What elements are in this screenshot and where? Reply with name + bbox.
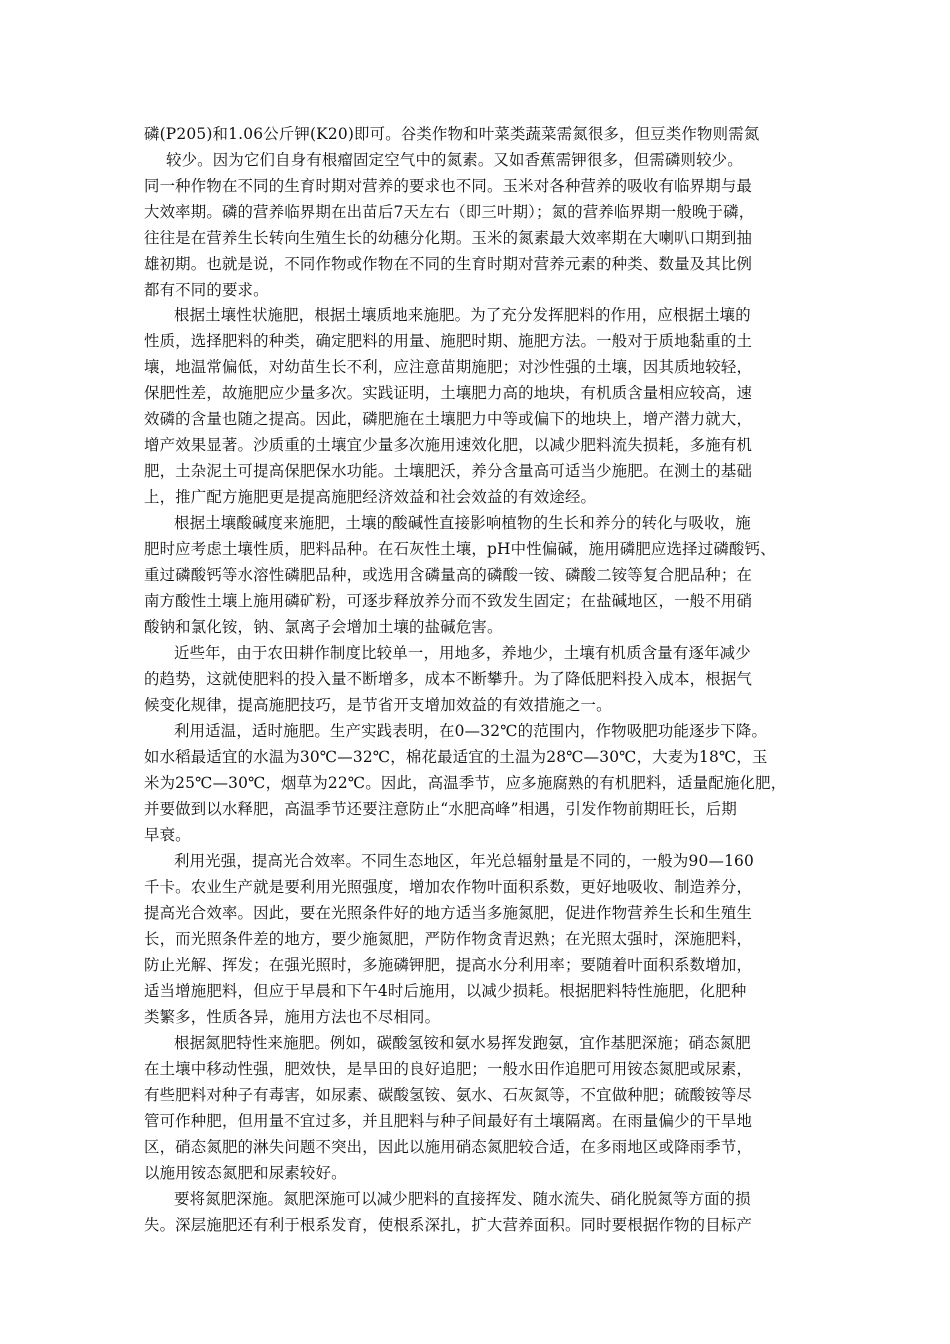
text-line: 雄初期。也就是说，不同作物或作物在不同的生育时期对营养元素的种类、数量及其比例	[144, 255, 753, 273]
text-line: 防止光解、挥发；在强光照时，多施磷钾肥，提高水分利用率；要随着叶面积系数增加，	[144, 956, 753, 974]
text-line: 根据土壤性状施肥，根据土壤质地来施肥。为了充分发挥肥料的作用，应根据土壤的	[174, 306, 751, 324]
text-line: 磷(P205)和1.06公斤钾(K20)即可。谷类作物和叶菜类蔬菜需氮很多，但豆类作物则需氮	[144, 125, 760, 143]
text-line: 并要做到以水释肥，高温季节还要注意防止“水肥高峰”相遇，引发作物前期旺长，后期	[144, 800, 737, 818]
text-line: 酸钠和氯化铵，钠、氯离子会增加土壤的盐碱危害。	[144, 618, 503, 636]
text-line: 同一种作物在不同的生育时期对营养的要求也不同。玉米对各种营养的吸收有临界期与最	[144, 177, 753, 195]
text-line: 类繁多，性质各异，施用方法也不尽相同。	[144, 1008, 441, 1026]
text-line: 以施用铵态氮肥和尿素较好。	[144, 1164, 347, 1182]
text-line: 较少。因为它们自身有根瘤固定空气中的氮素。又如香蕉需钾很多，但需磷则较少。	[166, 151, 743, 169]
text-line: 利用光强，提高光合效率。不同生态地区，年光总辐射量是不同的，一般为90—160	[174, 852, 755, 870]
text-line: 提高光合效率。因此，要在光照条件好的地方适当多施氮肥，促进作物营养生长和生殖生	[144, 904, 753, 922]
text-line: 都有不同的要求。	[144, 281, 269, 299]
text-line: 在土壤中移动性强，肥效快，是旱田的良好追肥；一般水田作追肥可用铵态氮肥或尿素，	[144, 1060, 753, 1078]
text-line: 要将氮肥深施。氮肥深施可以减少肥料的直接挥发、随水流失、硝化脱氮等方面的损	[174, 1190, 751, 1208]
text-line: 根据氮肥特性来施肥。例如，碳酸氢铵和氨水易挥发跑氨，宜作基肥深施；硝态氮肥	[174, 1034, 751, 1052]
text-line: 增产效果显著。沙质重的土壤宜少量多次施用速效化肥，以减少肥料流失损耗，多施有机	[144, 436, 753, 454]
text-line: 效磷的含量也随之提高。因此，磷肥施在土壤肥力中等或偏下的地块上，增产潜力就大，	[144, 410, 753, 428]
text-line: 近些年，由于农田耕作制度比较单一，用地多，养地少，土壤有机质含量有逐年减少	[174, 644, 751, 662]
text-line: 失。深层施肥还有利于根系发育，使根系深扎，扩大营养面积。同时要根据作物的目标产	[144, 1216, 753, 1234]
text-line: 大效率期。磷的营养临界期在出苗后7天左右（即三叶期）；氮的营养临界期一般晚于磷，	[144, 203, 755, 221]
text-line: 米为25℃—30℃，烟草为22℃。因此，高温季节，应多施腐熟的有机肥料，适量配施化肥，	[144, 774, 787, 792]
text-line: 根据土壤酸碱度来施肥，土壤的酸碱性直接影响植物的生长和养分的转化与吸收，施	[174, 514, 751, 532]
text-line: 区，硝态氮肥的淋失问题不突出，因此以施用硝态氮肥较合适，在多雨地区或降雨季节，	[144, 1138, 753, 1156]
text-line: 南方酸性土壤上施用磷矿粉，可逐步释放养分而不致发生固定；在盐碱地区，一般不用硝	[144, 592, 753, 610]
text-line: 长，而光照条件差的地方，要少施氮肥，严防作物贪青迟熟；在光照太强时，深施肥料，	[144, 930, 753, 948]
text-line: 上，推广配方施肥更是提高施肥经济效益和社会效益的有效途经。	[144, 488, 597, 506]
text-line: 性质，选择肥料的种类，确定肥料的用量、施肥时期、施肥方法。一般对于质地黏重的土	[144, 332, 753, 350]
text-line: 适当增施肥料，但应于早晨和下午4时后施用，以减少损耗。根据肥料特性施肥，化肥种	[144, 982, 747, 1000]
text-line: 重过磷酸钙等水溶性磷肥品种，或选用含磷量高的磷酸一铵、磷酸二铵等复合肥品种；在	[144, 566, 753, 584]
text-line: 利用适温，适时施肥。生产实践表明，在0—32℃的范围内，作物吸肥功能逐步下降。	[174, 722, 768, 740]
text-line: 有些肥料对种子有毒害，如尿素、碳酸氢铵、氨水、石灰氮等，不宜做种肥；硫酸铵等尽	[144, 1086, 753, 1104]
text-line: 如水稻最适宜的水温为30℃—32℃，棉花最适宜的土温为28℃—30℃，大麦为18℃，玉	[144, 748, 768, 766]
text-line: 管可作种肥，但用量不宜过多，并且肥料与种子间最好有土壤隔离。在雨量偏少的干旱地	[144, 1112, 753, 1130]
text-line: 往往是在营养生长转向生殖生长的幼穗分化期。玉米的氮素最大效率期在大喇叭口期到抽	[144, 229, 753, 247]
text-line: 保肥性差，故施肥应少量多次。实践证明，土壤肥力高的地块，有机质含量相应较高，速	[144, 384, 753, 402]
text-line: 候变化规律，提高施肥技巧，是节省开支增加效益的有效措施之一。	[144, 696, 612, 714]
text-line: 千卡。农业生产就是要利用光照强度，增加农作物叶面积系数，更好地吸收、制造养分，	[144, 878, 753, 896]
text-line: 的趋势，这就使肥料的投入量不断增多，成本不断攀升。为了降低肥料投入成本，根据气	[144, 670, 753, 688]
text-line: 肥时应考虑土壤性质，肥料品种。在石灰性土壤，pH中性偏碱，施用磷肥应选择过磷酸钙、	[144, 540, 776, 558]
text-line: 壤，地温常偏低，对幼苗生长不利，应注意苗期施肥；对沙性强的土壤，因其质地较轻，	[144, 358, 753, 376]
text-line: 肥，土杂泥土可提高保肥保水功能。土壤肥沃，养分含量高可适当少施肥。在测土的基础	[144, 462, 753, 480]
text-line: 早衰。	[144, 826, 191, 844]
